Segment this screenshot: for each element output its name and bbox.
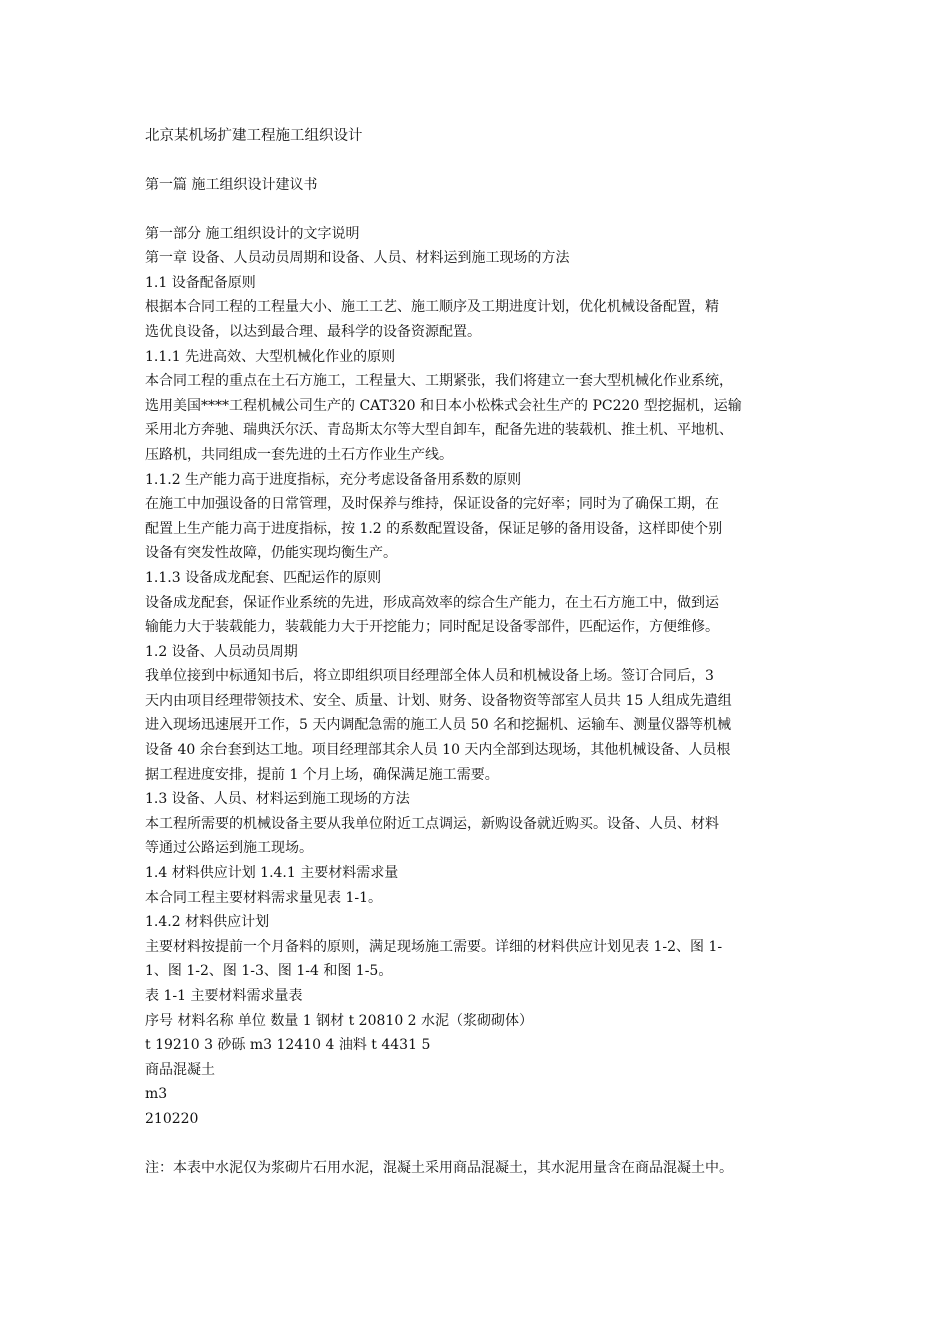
body-line: 本合同工程主要材料需求量见表 1-1。	[145, 889, 382, 906]
body-line: t 19210 3 砂砾 m3 12410 4 油料 t 4431 5	[145, 1037, 431, 1054]
body-line: 输能力大于装载能力，装载能力大于开挖能力；同时配足设备零部件，匹配运作，方便维修。	[145, 619, 719, 636]
spacer	[145, 198, 825, 222]
body-line: 1.2 设备、人员动员周期	[145, 643, 298, 660]
body-line: 1.4.2 材料供应计划	[145, 914, 270, 931]
body-line: 天内由项目经理带领技术、安全、质量、计划、财务、设备物资等部室人员共 15 人组成先遣组	[145, 692, 732, 709]
body-line: 在施工中加强设备的日常管理，及时保养与维持，保证设备的完好率；同时为了确保工期，在	[145, 496, 719, 513]
body-line: 我单位接到中标通知书后，将立即组织项目经理部全体人员和机械设备上场。签订合同后，3	[145, 668, 714, 685]
spacer	[145, 1132, 825, 1156]
document-body	[145, 222, 825, 1132]
body-line: 第一章 设备、人员动员周期和设备、人员、材料运到施工现场的方法	[145, 250, 570, 267]
body-line: 设备 40 余台套到达工地。项目经理部其余人员 10 天内全部到达现场，其他机械设备、人员根	[145, 742, 731, 759]
document-page	[145, 124, 825, 1180]
body-line: 配置上生产能力高于进度指标，按 1.2 的系数配置设备，保证足够的备用设备，这样即使个别	[145, 520, 723, 537]
table-note: 注：本表中水泥仅为浆砌片石用水泥，混凝土采用商品混凝土，其水泥用量含在商品混凝土中。	[145, 1159, 733, 1176]
body-line: 采用北方奔驰、瑞典沃尔沃、青岛斯太尔等大型自卸车，配备先进的装载机、推土机、平地机、	[145, 422, 733, 439]
part-heading: 第一篇 施工组织设计建议书	[145, 177, 318, 193]
body-line: 等通过公路运到施工现场。	[145, 840, 313, 857]
body-line: 1.1.3 设备成龙配套、匹配运作的原则	[145, 569, 382, 586]
body-line: 210220	[145, 1110, 199, 1127]
body-line: 据工程进度安排，提前 1 个月上场，确保满足施工需要。	[145, 766, 499, 783]
body-line: 1.4 材料供应计划 1.4.1 主要材料需求量	[145, 865, 399, 882]
body-line: 第一部分 施工组织设计的文字说明	[145, 225, 360, 242]
body-line: 1.1.2 生产能力高于进度指标，充分考虑设备备用系数的原则	[145, 471, 522, 488]
body-line: 1.1 设备配备原则	[145, 274, 256, 291]
spacer	[145, 148, 825, 173]
body-line: 设备有突发性故障，仍能实现均衡生产。	[145, 545, 397, 562]
body-line: 根据本合同工程的工程量大小、施工工艺、施工顺序及工期进度计划，优化机械设备配置，精	[145, 299, 719, 316]
body-line: 1.1.1 先进高效、大型机械化作业的原则	[145, 348, 396, 365]
body-line: 本合同工程的重点在土石方施工，工程量大、工期紧张，我们将建立一套大型机械化作业系统，	[145, 373, 733, 390]
body-line: 进入现场迅速展开工作，5 天内调配急需的施工人员 50 名和挖掘机、运输车、测量仪器等机械	[145, 717, 732, 734]
body-line: 主要材料按提前一个月备料的原则，满足现场施工需要。详细的材料供应计划见表 1-2、图 1-	[145, 938, 723, 955]
body-line: 表 1-1 主要材料需求量表	[145, 988, 303, 1004]
body-line: 序号 材料名称 单位 数量 1 钢材 t 20810 2 水泥（浆砌砌体）	[145, 1012, 534, 1029]
body-line: m3	[145, 1086, 168, 1103]
body-line: 1.3 设备、人员、材料运到施工现场的方法	[145, 791, 410, 808]
body-line: 1、图 1-2、图 1-3、图 1-4 和图 1-5。	[145, 963, 393, 980]
body-line: 压路机，共同组成一套先进的土石方作业生产线。	[145, 446, 453, 463]
document-title: 北京某机场扩建工程施工组织设计	[145, 128, 363, 144]
body-line: 选用美国****工程机械公司生产的 CAT320 和日本小松株式会社生产的 PC220 型挖掘机，运输	[145, 397, 742, 414]
body-line: 商品混凝土	[145, 1061, 215, 1078]
body-line: 选优良设备，以达到最合理、最科学的设备资源配置。	[145, 323, 481, 340]
body-line: 设备成龙配套，保证作业系统的先进，形成高效率的综合生产能力，在土石方施工中，做到运	[145, 594, 719, 611]
body-line: 本工程所需要的机械设备主要从我单位附近工点调运，新购设备就近购买。设备、人员、材料	[145, 815, 719, 832]
